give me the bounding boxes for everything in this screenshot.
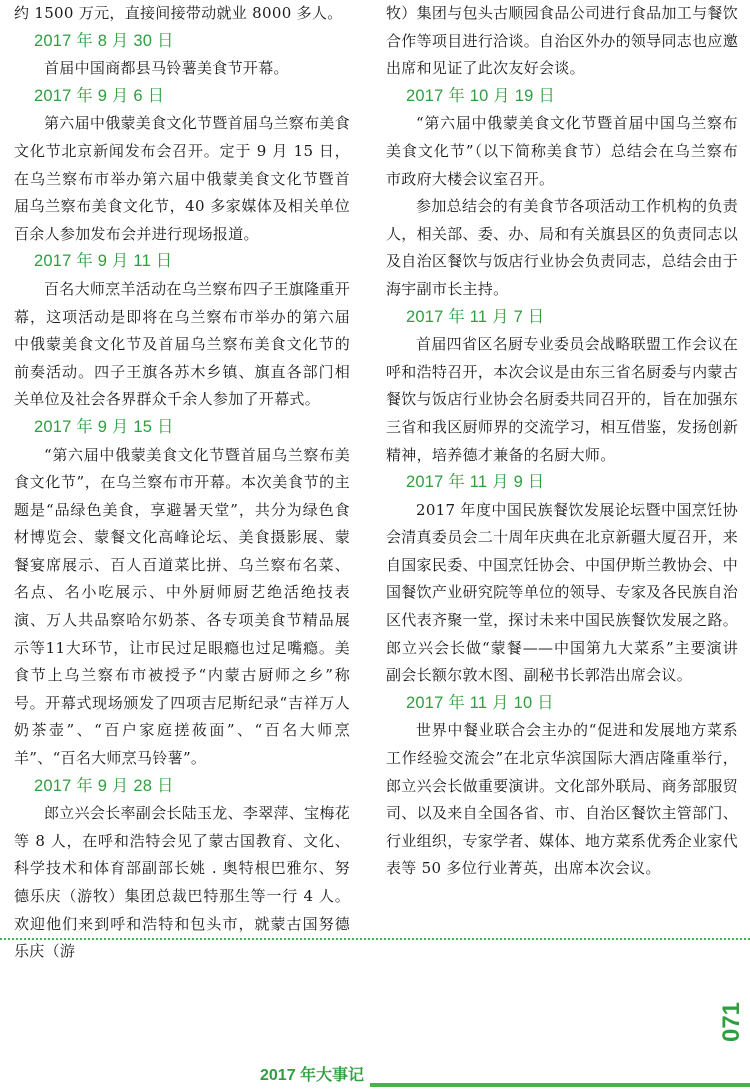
section-title: 2017 年大事记 bbox=[260, 1067, 365, 1084]
event-paragraph: 世界中餐业联合会主办的“促进和发展地方菜系工作经验交流会”在北京华滨国际大酒店隆重举行，郎立兴会长做重要演讲。文化部外联局、商务部服贸司、以及来自全国各省、市、自治区餐饮主管部门、行业组织，专家学者、媒体、地方菜系优秀企业家代表等 50 多位行业菁英，出席本次会议。 bbox=[386, 721, 738, 878]
event-date: 2017 年 11 月 9 日 bbox=[406, 473, 545, 492]
event-date: 2017 年 11 月 7 日 bbox=[406, 307, 545, 326]
event-paragraph: 首届中国商都县马铃薯美食节开幕。 bbox=[44, 59, 289, 78]
event-date: 2017 年 9 月 28 日 bbox=[34, 776, 174, 795]
event-date: 2017 年 8 月 30 日 bbox=[34, 31, 174, 50]
event-date: 2017 年 9 月 11 日 bbox=[34, 252, 173, 271]
event-paragraph: 第六届中俄蒙美食文化节暨首届乌兰察布美食文化节北京新闻发布会召开。定于 9 月 15 日，在乌兰察布市举办第六届中俄蒙美食文化节暨首届乌兰察布美食文化节，40 多家媒体及相关单位百余人参加发布会并进行现场报道。 bbox=[14, 114, 351, 243]
left-column bbox=[14, 0, 350, 966]
page-number: 071 bbox=[718, 1001, 745, 1043]
event-date: 2017 年 11 月 10 日 bbox=[406, 693, 554, 712]
event-paragraph: 牧）集团与包头古顺园食品公司进行食品加工与餐饮合作等项目进行洽谈。自治区外办的领导同志也应邀出席和见证了此次友好会谈。 bbox=[386, 4, 738, 78]
event-paragraph: 百名大师烹羊活动在乌兰察布四子王旗隆重开幕，这项活动是即将在乌兰察布市举办的第六届中俄蒙美食文化节及首届乌兰察布美食文化节的前奏活动。四子王旗各苏木乡镇、旗直各部门相关单位及社会各界群众千余人参加了开幕式。 bbox=[14, 279, 351, 409]
event-paragraph: 首届四省区名厨专业委员会战略联盟工作会议在呼和浩特召开，本次会议是由东三省名厨委与内蒙古餐饮与饭店行业协会名厨委共同召开的，旨在加强东三省和我区厨师界的交流学习，相互借鉴，发扬创新精神，培养德才兼备的名厨大师。 bbox=[386, 335, 738, 464]
dotted-divider bbox=[0, 938, 750, 940]
event-paragraph: 2017 年度中国民族餐饮发展论坛暨中国烹饪协会清真委员会二十周年庆典在北京新疆大厦召开，来自国家民委、中国烹饪协会、中国伊斯兰教协会、中国餐饮产业研究院等单位的领导、专家及各民族自治区代表齐聚一堂，探讨未来中国民族餐饮发展之路。郎立兴会长做“蒙餐——中国第九大菜系”主要演讲副会长额尔敦木图、副秘书长郭浩出席会议。 bbox=[386, 500, 738, 685]
event-paragraph: “第六届中俄蒙美食文化节暨首届乌兰察布美食文化节”，在乌兰察布市开幕。本次美食节的主题是“品绿色美食，享避暑天堂”，共分为绿色食材博览会、蒙餐文化高峰论坛、美食摄影展、蒙餐宴席展示、百人百道菜比拼、乌兰察布名菜、名点、名小吃展示、中外厨师厨艺绝活绝技表演、万人共品察哈尔奶茶、各专项美食节精品展示等11大环节，让市民过足眼瘾也过足嘴瘾。美食节上乌兰察布市被授予“内蒙古厨师之乡”称号。开幕式现场颁发了四项吉尼斯纪录“吉祥万人奶茶壶”、“百户家庭搓莜面”、“百名大师烹羊”、“百名大师烹马铃薯”。 bbox=[14, 445, 350, 768]
right-column bbox=[386, 0, 738, 883]
event-paragraph: 参加总结会的有美食节各项活动工作机构的负责人，相关部、委、办、局和有关旗县区的负责同志以及自治区餐饮与饭店行业协会负责同志，总结会由于海宇副市长主持。 bbox=[386, 197, 738, 298]
event-paragraph: 约 1500 万元，直接间接带动就业 8000 多人。 bbox=[14, 4, 343, 22]
event-paragraph: 郎立兴会长率副会长陆玉龙、李翠萍、宝梅花等 8 人，在呼和浩特会见了蒙古国教育、文化、科学技术和体育部副部长姚 . 奥特根巴雅尔、努德乐庆（游牧）集团总裁巴特那生等一行 4 人。欢迎他们来到呼和浩特和包头市，就蒙古国努德乐庆（游 bbox=[14, 804, 351, 961]
event-date: 2017 年 9 月 15 日 bbox=[34, 417, 174, 436]
event-date: 2017 年 9 月 6 日 bbox=[34, 86, 165, 105]
event-date: 2017 年 10 月 19 日 bbox=[406, 86, 556, 105]
event-paragraph: “第六届中俄蒙美食文化节暨首届中国乌兰察布美食文化节”（以下简称美食节）总结会在乌兰察布市政府大楼会议室召开。 bbox=[386, 114, 738, 188]
footer-rule bbox=[370, 1083, 750, 1087]
